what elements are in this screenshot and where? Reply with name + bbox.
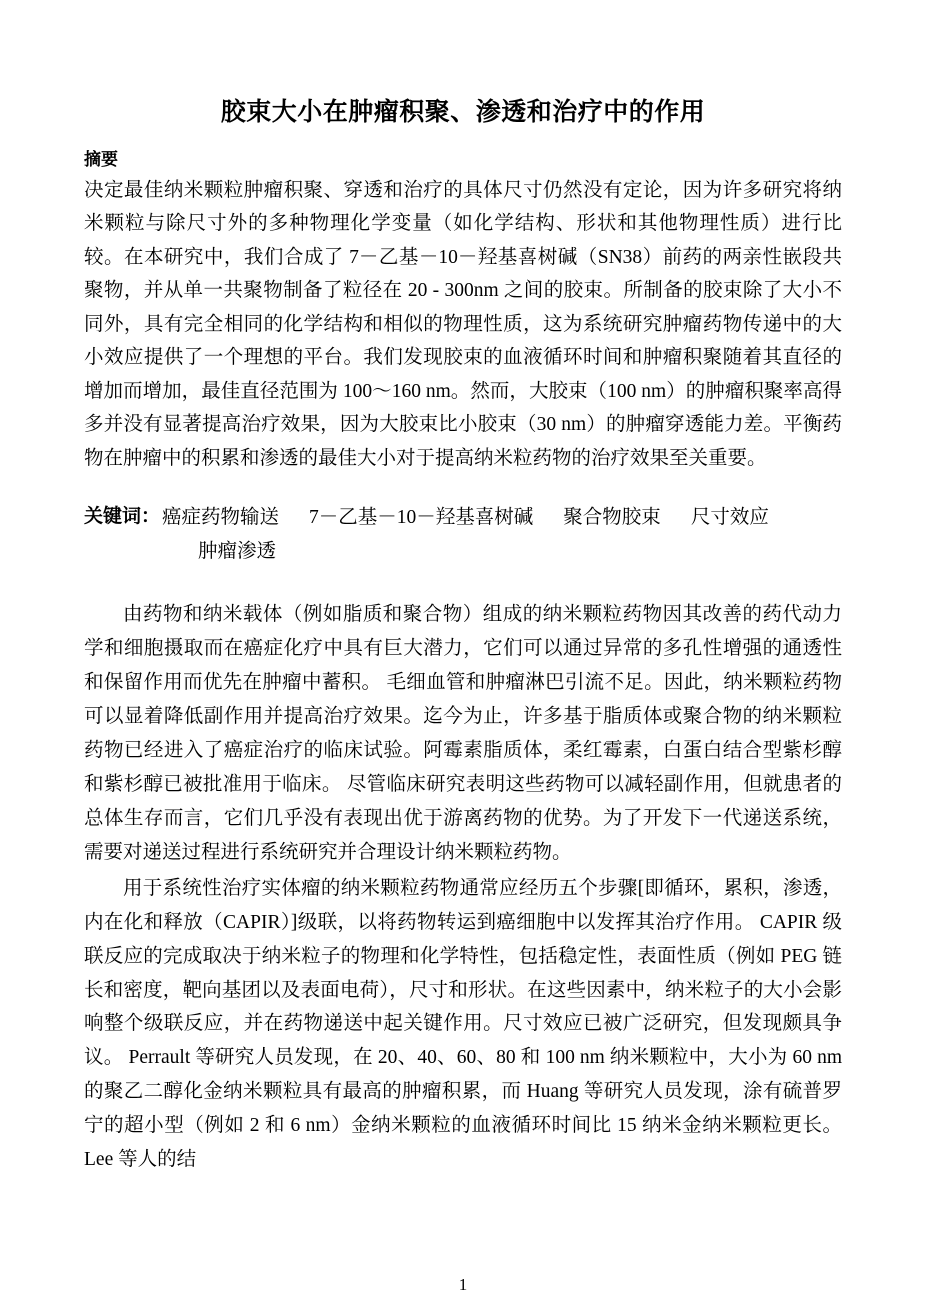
keywords-line-2: 肿瘤渗透 — [198, 540, 277, 562]
abstract-text: 决定最佳纳米颗粒肿瘤积聚、穿透和治疗的具体尺寸仍然没有定论，因为许多研究将纳米颗粒与除尺寸外的多种物理化学变量（如化学结构、形状和其他物理性质）进行比较。在本研究中，我们合成了 7－乙基－10－羟基喜树碱（SN38）前药的两亲性嵌段共聚物，并从单一共聚物制备了粒径在 20 - 300nm 之间的胶束。所制备的胶束除了大小不同外，具有完全相同的化学结构和相似的物理性质，这为系统研究肿瘤药物传递中的大小效应提供了一个理想的平台。我们发现胶束的血液循环时间和肿瘤积聚随着其直径的增加而增加，最佳直径范围为 100～160 nm。然而，大胶束（100 nm）的肿瘤积聚率高得多并没有显著提高治疗效果，因为大胶束比小胶束（30 nm）的肿瘤穿透能力差。平衡药物在肿瘤中的积累和渗透的最佳大小对于提高纳米粒药物的治疗效果至关重要。 — [84, 179, 842, 469]
page-title: 胶束大小在肿瘤积聚、渗透和治疗中的作用 — [220, 98, 706, 126]
keywords-section — [84, 501, 842, 568]
keyword-item: 癌症药物输送 — [162, 507, 280, 529]
keyword-item: 尺寸效应 — [690, 507, 769, 529]
keywords-values — [162, 501, 842, 568]
abstract-heading: 摘要 — [84, 149, 118, 169]
body-paragraph: 用于系统性治疗实体瘤的纳米颗粒药物通常应经历五个步骤[即循环，累积，渗透，内在化和释放（CAPIR）]级联，以将药物转运到癌细胞中以发挥其治疗作用。 CAPIR 级联反应的完成取决于纳米粒子的物理和化学特性，包括稳定性，表面性质（例如 PEG 链长和密度，靶向基团以及表面电荷），尺寸和形状。在这些因素中，纳米粒子的大小会影响整个级联反应，并在药物递送中起关键作用。尺寸效应已被广泛研究，但发现颇具争议。 Perrault 等研究人员发现，在 20、40、60、80 和 100 nm 纳米颗粒中，大小为 60 nm 的聚乙二醇化金纳米颗粒具有最高的肿瘤积累，而 Huang 等研究人员发现，涂有硫普罗宁的超小型（例如 2 和 6 nm）金纳米颗粒的血液循环时间比 15 纳米金纳米颗粒更长。Lee 等人的结 — [84, 877, 842, 1171]
keyword-item: 7－乙基－10－羟基喜树碱 — [309, 507, 534, 529]
keyword-item: 聚合物胶束 — [563, 507, 661, 529]
page-number: 1 — [458, 1275, 468, 1294]
body-paragraph: 由药物和纳米载体（例如脂质和聚合物）组成的纳米颗粒药物因其改善的药代动力学和细胞摄取而在癌症化疗中具有巨大潜力，它们可以通过异常的多孔性增强的通透性和保留作用而优先在肿瘤中蓄积。 毛细血管和肿瘤淋巴引流不足。因此，纳米颗粒药物可以显着降低副作用并提高治疗效果。迄今为止，许多基于脂质体或聚合物的纳米颗粒药物已经进入了癌症治疗的临床试验。阿霉素脂质体，柔红霉素，白蛋白结合型紫杉醇和紫杉醇已被批准用于临床。 尽管临床研究表明这些药物可以减轻副作用，但就患者的总体生存而言，它们几乎没有表现出优于游离药物的优势。为了开发下一代递送系统，需要对递送过程进行系统研究并合理设计纳米颗粒药物。 — [84, 604, 842, 863]
body-text — [84, 598, 842, 1177]
keywords-line-1 — [162, 501, 842, 535]
keywords-label: 关键词： — [84, 506, 161, 528]
